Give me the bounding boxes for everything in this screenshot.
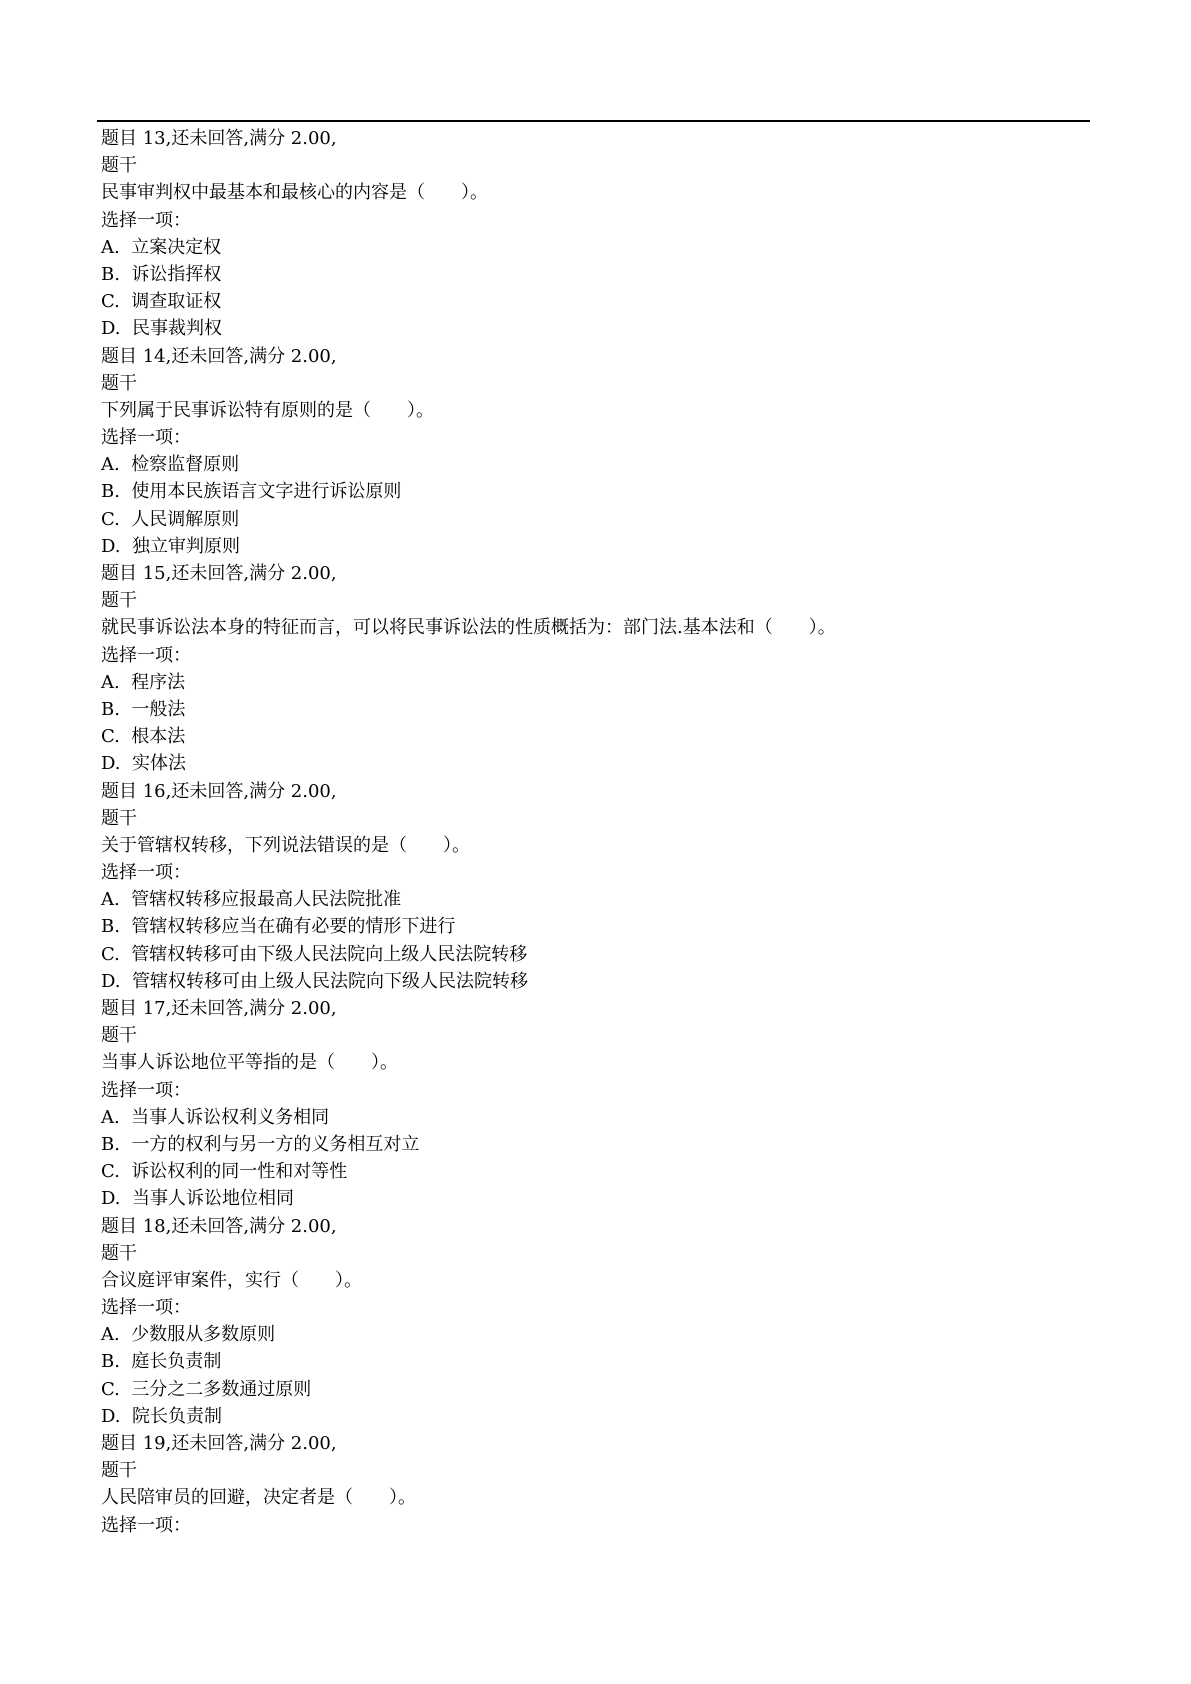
option-b[interactable]: B. 庭长负责制 bbox=[101, 1351, 222, 1373]
option-a[interactable]: A. 立案决定权 bbox=[101, 236, 222, 258]
choice-prompt: 选择一项： bbox=[101, 209, 191, 231]
question-text: 人民陪审员的回避，决定者是（ ）。 bbox=[101, 1487, 416, 1509]
question-13 bbox=[101, 125, 1091, 343]
question-header: 题目 16,还未回答,满分 2.00, bbox=[101, 780, 337, 802]
option-b[interactable]: B. 一方的权利与另一方的义务相互对立 bbox=[101, 1133, 420, 1155]
question-text: 民事审判权中最基本和最核心的内容是（ ）。 bbox=[101, 182, 488, 204]
choice-prompt: 选择一项： bbox=[101, 862, 191, 884]
question-18 bbox=[101, 1213, 1091, 1431]
option-a[interactable]: A. 少数服从多数原则 bbox=[101, 1324, 276, 1346]
choice-prompt: 选择一项： bbox=[101, 644, 191, 666]
choice-prompt: 选择一项： bbox=[101, 1079, 191, 1101]
stem-label: 题干 bbox=[101, 1242, 137, 1264]
stem-label: 题干 bbox=[101, 155, 137, 177]
question-15 bbox=[101, 560, 1091, 778]
question-16 bbox=[101, 778, 1091, 996]
question-header: 题目 15,还未回答,满分 2.00, bbox=[101, 563, 337, 584]
option-b[interactable]: B. 诉讼指挥权 bbox=[101, 263, 222, 285]
choice-prompt: 选择一项： bbox=[101, 1297, 191, 1319]
stem-label: 题干 bbox=[101, 807, 137, 829]
top-rule bbox=[97, 120, 1090, 122]
option-c[interactable]: C. 调查取证权 bbox=[101, 291, 222, 313]
stem-label: 题干 bbox=[101, 1460, 137, 1482]
option-d[interactable]: D. 管辖权转移可由上级人民法院向下级人民法院转移 bbox=[101, 970, 528, 992]
question-text: 当事人诉讼地位平等指的是（ ）。 bbox=[101, 1052, 398, 1074]
option-b[interactable]: B. 一般法 bbox=[101, 698, 186, 720]
question-14 bbox=[101, 343, 1091, 561]
option-a[interactable]: A. 程序法 bbox=[101, 671, 186, 693]
option-c[interactable]: C. 诉讼权利的同一性和对等性 bbox=[101, 1161, 348, 1183]
option-b[interactable]: B. 使用本民族语言文字进行诉讼原则 bbox=[101, 481, 402, 503]
question-text: 下列属于民事诉讼特有原则的是（ ）。 bbox=[101, 399, 434, 421]
option-d[interactable]: D. 民事裁判权 bbox=[101, 318, 222, 340]
option-c[interactable]: C. 人民调解原则 bbox=[101, 508, 240, 530]
question-header: 题目 18,还未回答,满分 2.00, bbox=[101, 1215, 337, 1237]
option-d[interactable]: D. 院长负责制 bbox=[101, 1405, 222, 1427]
question-list bbox=[101, 125, 1091, 1539]
choice-prompt: 选择一项： bbox=[101, 427, 191, 449]
stem-label: 题干 bbox=[101, 590, 137, 612]
option-d[interactable]: D. 独立审判原则 bbox=[101, 535, 240, 557]
stem-label: 题干 bbox=[101, 1025, 137, 1047]
question-text: 合议庭评审案件，实行（ ）。 bbox=[101, 1269, 362, 1291]
option-a[interactable]: A. 检察监督原则 bbox=[101, 454, 240, 476]
question-header: 题目 14,还未回答,满分 2.00, bbox=[101, 345, 337, 367]
option-a[interactable]: A. 管辖权转移应报最高人民法院批准 bbox=[101, 889, 402, 911]
option-c[interactable]: C. 三分之二多数通过原则 bbox=[101, 1378, 312, 1400]
option-a[interactable]: A. 当事人诉讼权利义务相同 bbox=[101, 1106, 330, 1128]
option-c[interactable]: C. 根本法 bbox=[101, 726, 186, 748]
option-c[interactable]: C. 管辖权转移可由下级人民法院向上级人民法院转移 bbox=[101, 943, 528, 965]
question-text: 关于管辖权转移，下列说法错误的是（ ）。 bbox=[101, 834, 470, 856]
option-b[interactable]: B. 管辖权转移应当在确有必要的情形下进行 bbox=[101, 916, 456, 938]
question-17 bbox=[101, 995, 1091, 1213]
question-header: 题目 19,还未回答,满分 2.00, bbox=[101, 1433, 337, 1454]
question-19 bbox=[101, 1430, 1091, 1539]
choice-prompt: 选择一项： bbox=[101, 1514, 191, 1536]
question-header: 题目 13,还未回答,满分 2.00, bbox=[101, 128, 337, 149]
question-header: 题目 17,还未回答,满分 2.00, bbox=[101, 998, 337, 1019]
option-d[interactable]: D. 当事人诉讼地位相同 bbox=[101, 1188, 294, 1210]
question-text: 就民事诉讼法本身的特征而言，可以将民事诉讼法的性质概括为：部门法.基本法和（ ）。 bbox=[101, 617, 836, 639]
stem-label: 题干 bbox=[101, 372, 137, 394]
option-d[interactable]: D. 实体法 bbox=[101, 753, 186, 775]
